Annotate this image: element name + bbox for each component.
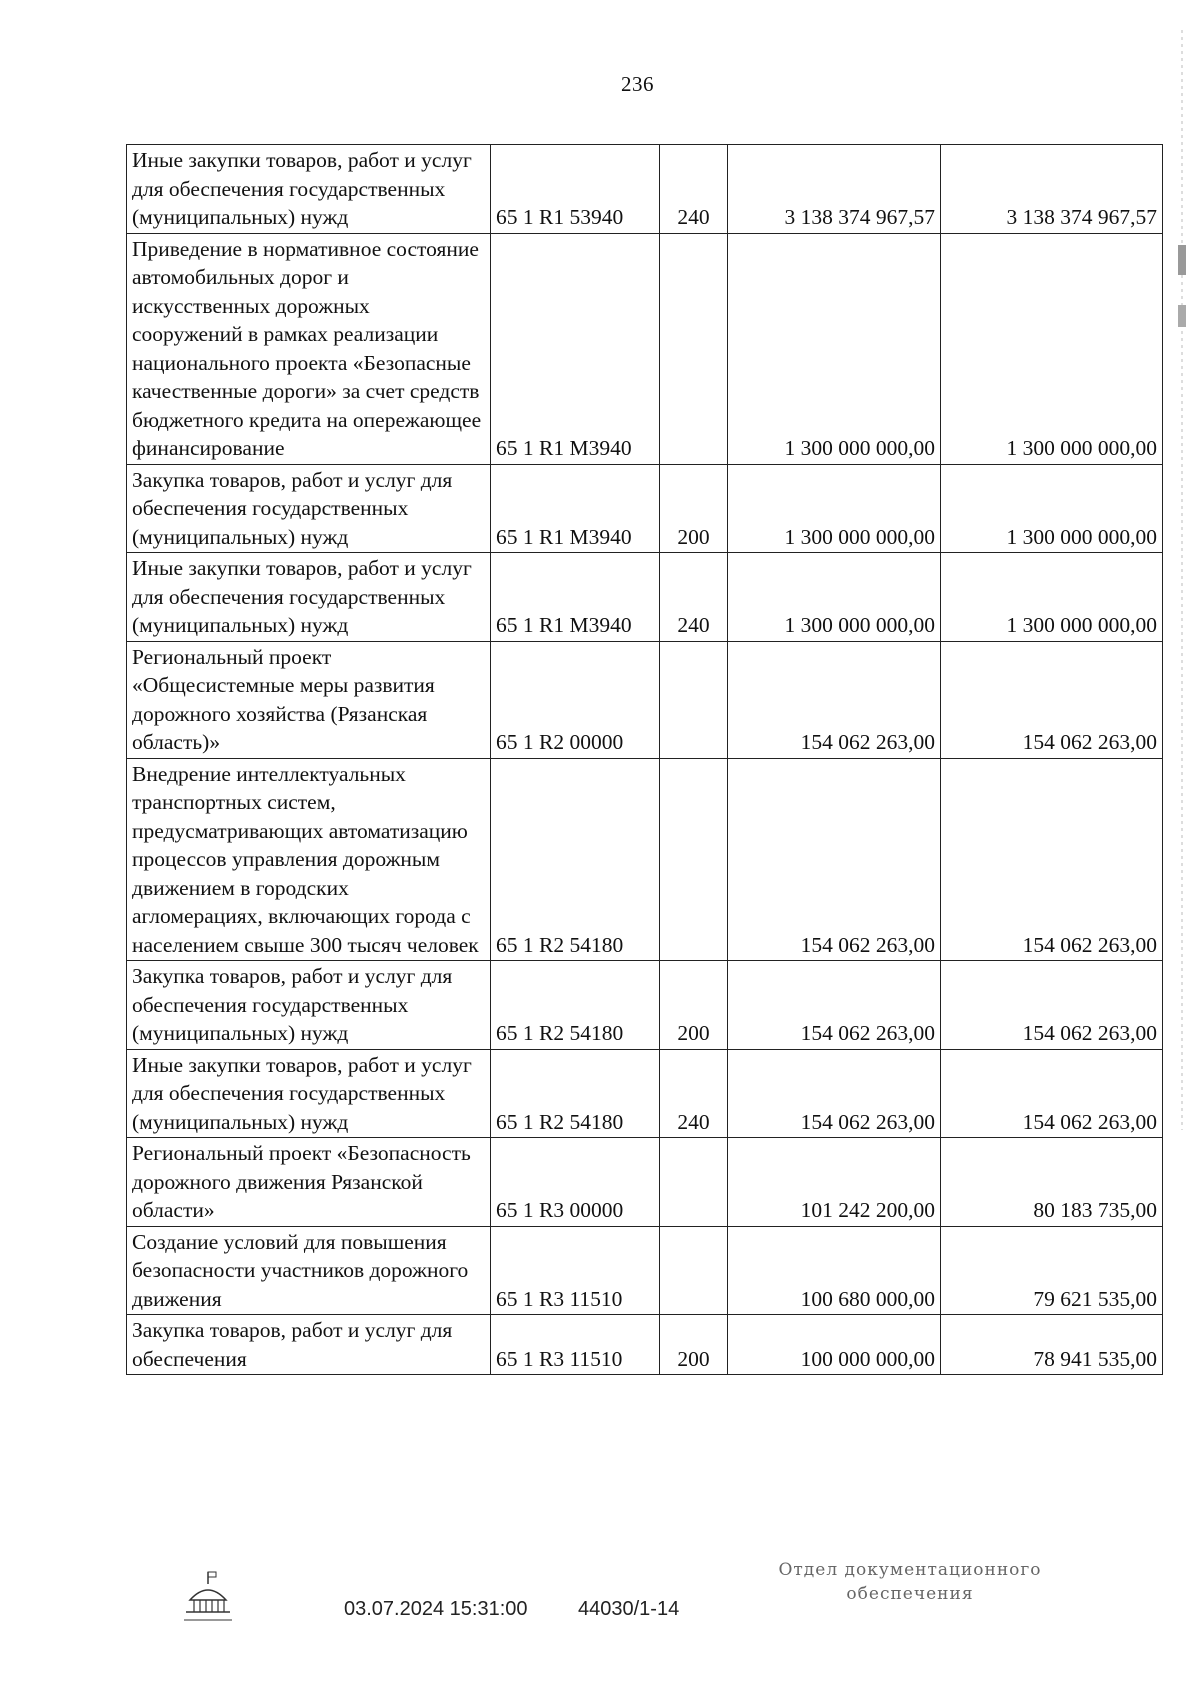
- row-name-cell: Закупка товаров, работ и услуг для обеспечения: [127, 1315, 491, 1375]
- row-value-1-cell: 100 000 000,00: [728, 1315, 941, 1375]
- row-value-1-cell: 154 062 263,00: [728, 1049, 941, 1138]
- row-code-cell: 65 1 R3 11510: [491, 1226, 660, 1315]
- row-value-2-cell: 79 621 535,00: [941, 1226, 1163, 1315]
- stamp-line-2: обеспечения: [846, 1584, 974, 1604]
- row-type-cell: 240: [660, 1049, 728, 1138]
- row-value-1-cell: 154 062 263,00: [728, 758, 941, 961]
- table-row: [127, 1138, 1163, 1227]
- row-value-1-cell: 154 062 263,00: [728, 961, 941, 1050]
- row-value-2-cell: 154 062 263,00: [941, 641, 1163, 758]
- table-row: [127, 233, 1163, 464]
- row-type-cell: [660, 233, 728, 464]
- row-name-cell: Закупка товаров, работ и услуг для обеспечения государственных (муниципальных) нужд: [127, 961, 491, 1050]
- row-value-2-cell: 154 062 263,00: [941, 1049, 1163, 1138]
- row-name-cell: Внедрение интеллектуальных транспортных систем, предусматривающих автоматизацию процессов управления дорожным движением в городских агломерациях, включающих города с населением свыше 300 тысяч человек: [127, 758, 491, 961]
- row-type-cell: [660, 1226, 728, 1315]
- row-value-1-cell: 1 300 000 000,00: [728, 233, 941, 464]
- row-value-2-cell: 78 941 535,00: [941, 1315, 1163, 1375]
- row-value-1-cell: 100 680 000,00: [728, 1226, 941, 1315]
- stamp-line-1: Отдел документационного: [778, 1560, 1042, 1580]
- row-code-cell: 65 1 R3 00000: [491, 1138, 660, 1227]
- table-row: [127, 145, 1163, 234]
- row-value-1-cell: 3 138 374 967,57: [728, 145, 941, 234]
- row-value-1-cell: 1 300 000 000,00: [728, 553, 941, 642]
- table-row: [127, 1315, 1163, 1375]
- budget-table: [126, 144, 1163, 1375]
- row-type-cell: [660, 641, 728, 758]
- row-type-cell: 240: [660, 553, 728, 642]
- budget-table-body: [127, 145, 1163, 1375]
- row-code-cell: 65 1 R1 M3940: [491, 553, 660, 642]
- table-row: [127, 553, 1163, 642]
- row-code-cell: 65 1 R1 M3940: [491, 233, 660, 464]
- row-code-cell: 65 1 R3 11510: [491, 1315, 660, 1375]
- row-name-cell: Создание условий для повышения безопасности участников дорожного движения: [127, 1226, 491, 1315]
- row-value-2-cell: 154 062 263,00: [941, 758, 1163, 961]
- row-name-cell: Закупка товаров, работ и услуг для обеспечения государственных (муниципальных) нужд: [127, 464, 491, 553]
- row-name-cell: Иные закупки товаров, работ и услуг для обеспечения государственных (муниципальных) нужд: [127, 145, 491, 234]
- row-value-2-cell: 154 062 263,00: [941, 961, 1163, 1050]
- row-name-cell: Иные закупки товаров, работ и услуг для обеспечения государственных (муниципальных) нужд: [127, 553, 491, 642]
- duma-logo: [180, 1570, 236, 1626]
- row-value-2-cell: 1 300 000 000,00: [941, 233, 1163, 464]
- row-type-cell: 200: [660, 961, 728, 1050]
- table-row: [127, 1049, 1163, 1138]
- row-type-cell: [660, 1138, 728, 1227]
- table-row: [127, 464, 1163, 553]
- row-code-cell: 65 1 R2 54180: [491, 1049, 660, 1138]
- row-value-1-cell: 1 300 000 000,00: [728, 464, 941, 553]
- row-code-cell: 65 1 R2 00000: [491, 641, 660, 758]
- table-row: [127, 961, 1163, 1050]
- page-number: 236: [621, 72, 654, 96]
- row-value-2-cell: 1 300 000 000,00: [941, 553, 1163, 642]
- row-type-cell: 200: [660, 1315, 728, 1375]
- table-row: [127, 641, 1163, 758]
- row-value-1-cell: 101 242 200,00: [728, 1138, 941, 1227]
- table-row: [127, 758, 1163, 961]
- row-value-2-cell: 80 183 735,00: [941, 1138, 1163, 1227]
- footer-datetime: 03.07.2024 15:31:00: [344, 1598, 528, 1620]
- row-type-cell: 240: [660, 145, 728, 234]
- row-code-cell: 65 1 R1 53940: [491, 145, 660, 234]
- row-type-cell: 200: [660, 464, 728, 553]
- row-name-cell: Региональный проект «Безопасность дорожного движения Рязанской области»: [127, 1138, 491, 1227]
- row-name-cell: Иные закупки товаров, работ и услуг для обеспечения государственных (муниципальных) нужд: [127, 1049, 491, 1138]
- row-value-2-cell: 1 300 000 000,00: [941, 464, 1163, 553]
- table-row: [127, 1226, 1163, 1315]
- footer-doc-number: 44030/1-14: [578, 1598, 680, 1620]
- row-type-cell: [660, 758, 728, 961]
- row-name-cell: Приведение в нормативное состояние автомобильных дорог и искусственных дорожных сооружений в рамках реализации национального проекта «Безопасные качественные дороги» за счет средств бюджетного кредита на опережающее финансирование: [127, 233, 491, 464]
- row-value-1-cell: 154 062 263,00: [728, 641, 941, 758]
- row-name-cell: Региональный проект «Общесистемные меры развития дорожного хозяйства (Рязанская область)»: [127, 641, 491, 758]
- row-code-cell: 65 1 R1 M3940: [491, 464, 660, 553]
- registration-stamp: [760, 1558, 1060, 1606]
- row-code-cell: 65 1 R2 54180: [491, 758, 660, 961]
- row-value-2-cell: 3 138 374 967,57: [941, 145, 1163, 234]
- row-code-cell: 65 1 R2 54180: [491, 961, 660, 1050]
- scan-edge-marks: [1172, 30, 1192, 1130]
